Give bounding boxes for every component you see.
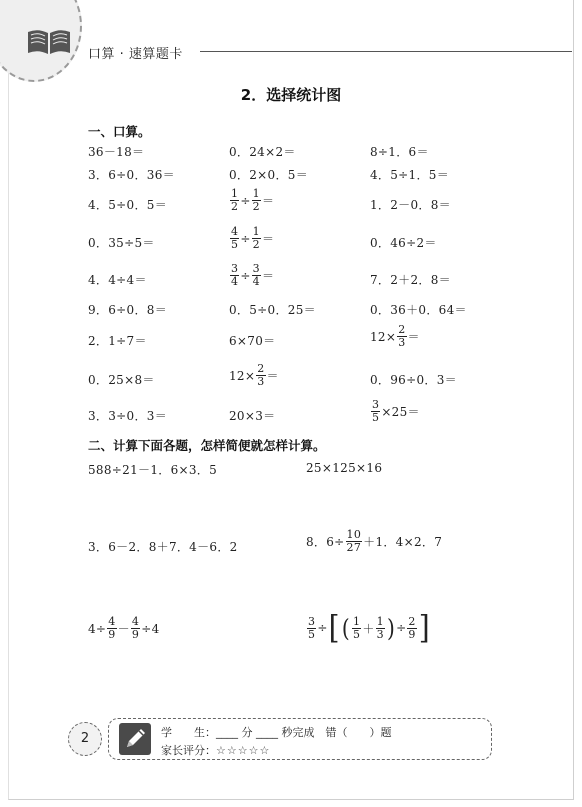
fraction: $\frac{2}{9}$	[408, 614, 416, 641]
problem-7-2: 6×70＝	[229, 334, 276, 348]
fraction: $\frac{2}{3}$	[257, 362, 265, 388]
problem-2-1: 3．6÷0．36＝	[88, 168, 175, 182]
problem-2-3: 4．5÷1．5＝	[370, 168, 449, 182]
problem-7-1: 2．1÷7＝	[88, 334, 147, 348]
parent-rating-label: 家长评分：	[161, 744, 216, 757]
rating-stars: ☆☆☆☆☆	[216, 744, 271, 757]
problem-4-3: 0．46÷2＝	[370, 236, 437, 250]
fraction: $\frac{3}{5}$	[372, 398, 380, 424]
problem-3-1: 4．5÷0．5＝	[88, 198, 167, 212]
problem-6-2: 0．5÷0．25＝	[229, 303, 316, 317]
calc-problem-3: 3．6－2．8＋7．4－6．2	[88, 540, 238, 554]
problem-3-2: $\frac{1}{2}$ ÷ $\frac{1}{2}$ ＝	[231, 187, 275, 213]
fraction: $\frac{1}{2}$	[231, 187, 239, 213]
header-title: 口算 · 速算题卡	[88, 47, 183, 62]
fraction: $\frac{3}{5}$	[308, 614, 316, 641]
fraction: $\frac{3}{4}$	[231, 262, 239, 288]
fraction: $\frac{1}{2}$	[252, 187, 260, 213]
pencil-icon	[119, 723, 151, 755]
fraction: $\frac{4}{9}$	[131, 615, 140, 641]
problem-5-1: 4．4÷4＝	[88, 273, 147, 287]
open-book-icon	[26, 26, 72, 56]
problem-1-3: 8÷1．6＝	[370, 145, 429, 159]
problem-2-2: 0．2×0．5＝	[229, 168, 308, 182]
page-heading: 2．选择统计图	[240, 86, 342, 104]
fraction: $\frac{10}{27}$	[346, 528, 362, 554]
fraction: $\frac{2}{3}$	[398, 323, 406, 349]
completion-record: 学 生：____ 分 ____ 秒完成 错（ ）题	[161, 726, 392, 739]
problem-6-1: 9．6÷0．8＝	[88, 303, 167, 317]
parent-rating	[161, 742, 270, 758]
problem-7-3: 12× $\frac{2}{3}$ ＝	[370, 323, 420, 349]
calc-problem-6: $\frac{3}{5}$ ÷ [ ( $\frac{1}{5}$ ＋ $\frac{1}{3}$ ) ÷ $\frac{2}{9}$ ]	[308, 608, 430, 647]
score-box	[108, 718, 492, 760]
problem-9-2: 20×3＝	[229, 409, 276, 423]
fraction: $\frac{1}{2}$	[252, 225, 260, 251]
problem-6-3: 0．36＋0．64＝	[370, 303, 467, 317]
problem-5-2: $\frac{3}{4}$ ÷ $\frac{3}{4}$ ＝	[231, 262, 275, 288]
calc-problem-2: 25×125×16	[306, 461, 383, 475]
fraction: $\frac{4}{5}$	[231, 225, 239, 251]
problem-3-3: 1．2－0．8＝	[370, 198, 451, 212]
page-frame	[8, 0, 574, 800]
fraction: $\frac{4}{9}$	[108, 615, 116, 641]
problem-8-3: 0．96÷0．3＝	[370, 373, 457, 387]
section1-title: 一、口算。	[88, 124, 151, 139]
problem-8-2: 12× $\frac{2}{3}$ ＝	[229, 362, 279, 388]
problem-1-1: 36－18＝	[88, 145, 145, 159]
calc-problem-5: 4÷ $\frac{4}{9}$ － $\frac{4}{9}$ ÷4	[88, 615, 160, 641]
section2-title: 二、计算下面各题，怎样简便就怎样计算。	[88, 438, 326, 453]
problem-9-3: $\frac{3}{5}$ ×25＝	[372, 398, 420, 424]
problem-9-1: 3．3÷0．3＝	[88, 409, 167, 423]
fraction: $\frac{1}{3}$	[376, 614, 384, 641]
problem-8-1: 0．25×8＝	[88, 373, 155, 387]
problem-1-2: 0．24×2＝	[229, 145, 296, 159]
header-divider	[200, 51, 572, 52]
fraction: $\frac{3}{4}$	[252, 262, 260, 288]
problem-5-3: 7．2＋2．8＝	[370, 273, 451, 287]
calc-problem-1: 588÷21－1．6×3．5	[88, 463, 218, 477]
problem-4-2: $\frac{4}{5}$ ÷ $\frac{1}{2}$ ＝	[231, 225, 275, 251]
problem-4-1: 0．35÷5＝	[88, 236, 155, 250]
calc-problem-4: 8．6÷ $\frac{10}{27}$ ＋1．4×2．7	[306, 528, 443, 554]
fraction: $\frac{1}{5}$	[353, 614, 361, 641]
page-number: 2	[68, 722, 102, 756]
